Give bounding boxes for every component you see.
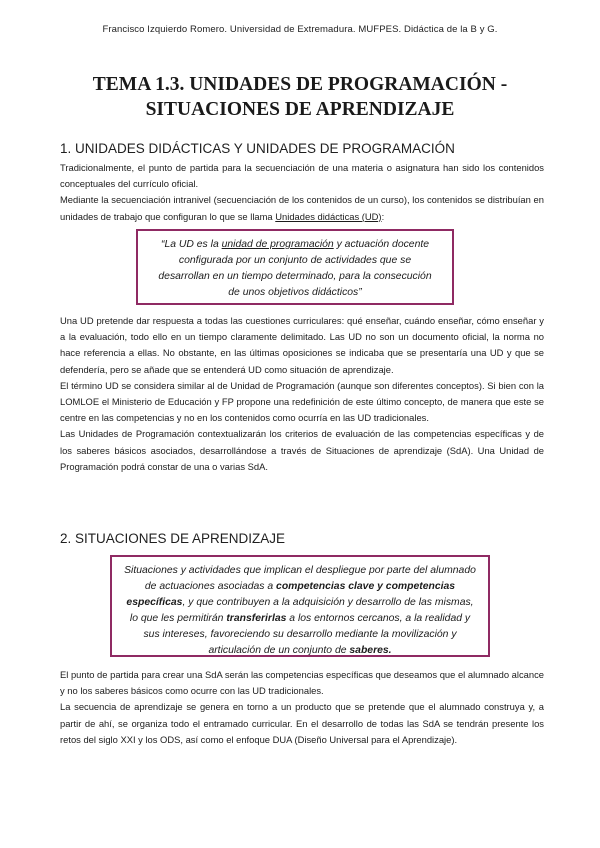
box-text-3: a los entornos cercanos, a la realidad y sus intereses, favoreciendo su desarrollo mediante la movilización y articulación de un conjunto de xyxy=(143,613,471,656)
section-2-body xyxy=(60,667,544,748)
intro-p2-colon: : xyxy=(381,210,385,222)
section-2-heading: 2. SITUACIONES DE APRENDIZAJE xyxy=(60,531,286,546)
body-paragraph-2: El término UD se considera similar al de Unidad de Programación (aunque son diferentes conceptos). Si bien con la LOMLOE el Ministerio de Educación y FP propone una redefinición de este último concepto, de manera que este se centre en las competencias y no en los contenidos como ocurría en las UD tradicionales. xyxy=(60,379,544,424)
intro-paragraph-2 xyxy=(60,192,544,224)
title-line-2: SITUACIONES DE APRENDIZAJE xyxy=(145,99,455,120)
sda-paragraph-2: La secuencia de aprendizaje se genera en torno a un producto que se pretende que el alumnado construya y, a partir de ahí, se organiza todo el entramado curricular. En el desarrollo de todas las SdA se tendrán presente los retos del siglo XXI y los ODS, así como el enfoque DUA (Diseño Universal para el Aprendizaje). xyxy=(60,701,544,745)
box-bold-competencias: competencias clave y competencias específicas xyxy=(126,581,456,608)
section-1-body xyxy=(60,313,544,475)
box-bold-saberes: saberes. xyxy=(349,645,392,656)
sda-definition-box xyxy=(110,555,490,657)
quote-text-start: “La UD es la xyxy=(160,239,222,250)
body-paragraph-1: Una UD pretende dar respuesta a todas las cuestiones curriculares: qué enseñar, cuándo enseñar, cómo enseñar y a la evaluación, todo ello en un tiempo claramente delimitado. Las UD no son un documento oficial, la norma no hace referencia a ellas. No obstante, en las últimas oposiciones se indicaba que se presentaría una UD y que se defendería, pero se añade que se entenderá UD como situación de aprendizaje. xyxy=(60,315,544,375)
ud-definition-quote-box xyxy=(136,229,454,305)
box-text-1: Situaciones y actividades que implican el despliegue por parte del alumnado de actuaciones asociadas a xyxy=(124,565,476,592)
quote-underlined-term: unidad de programación xyxy=(221,239,334,250)
box-bold-transferirlas: transferirlas xyxy=(226,613,287,624)
sda-paragraph-1: El punto de partida para crear una SdA serán las competencias específicas que deseamos que el alumnado alcance y no los saberes básicos como ocurre con las UD tradicionales. xyxy=(60,669,544,697)
section-1-intro xyxy=(60,160,544,225)
body-paragraph-3: Las Unidades de Programación contextualizarán los criterios de evaluación de las competencias específicas y de los saberes básicos asociados, desarrollándose a través de Situaciones de aprendizaje (SdA). Una Unidad de Programación podrá constar de una o varias SdA. xyxy=(60,428,544,472)
ud-term-link: Unidades didácticas (UD) xyxy=(275,210,382,222)
section-1-heading: 1. UNIDADES DIDÁCTICAS Y UNIDADES DE PROGRAMACIÓN xyxy=(60,141,455,156)
intro-p2-text: Mediante la secuenciación intranivel (secuenciación de los contenidos de un curso), los contenidos se distribuían en unidades de trabajo que configuran lo que se llama xyxy=(60,194,544,222)
running-header: Francisco Izquierdo Romero. Universidad de Extremadura. MUFPES. Didáctica de la B y G. xyxy=(102,24,498,35)
document-title xyxy=(40,72,560,122)
title-line-1: TEMA 1.3. UNIDADES DE PROGRAMACIÓN - xyxy=(92,74,508,95)
quote-text-end: y actuación docente configurada por un conjunto de actividades que se desarrollan en un tiempo determinado, para la consecución de unos objetivos didácticos” xyxy=(158,239,432,298)
intro-paragraph-1: Tradicionalmente, el punto de partida para la secuenciación de una materia o asignatura han sido los contenidos conceptuales del currículo oficial. xyxy=(60,162,544,190)
box-text-2: , y que contribuyen a la adquisición y desarrollo de las mismas, lo que les permitirán xyxy=(129,597,474,624)
